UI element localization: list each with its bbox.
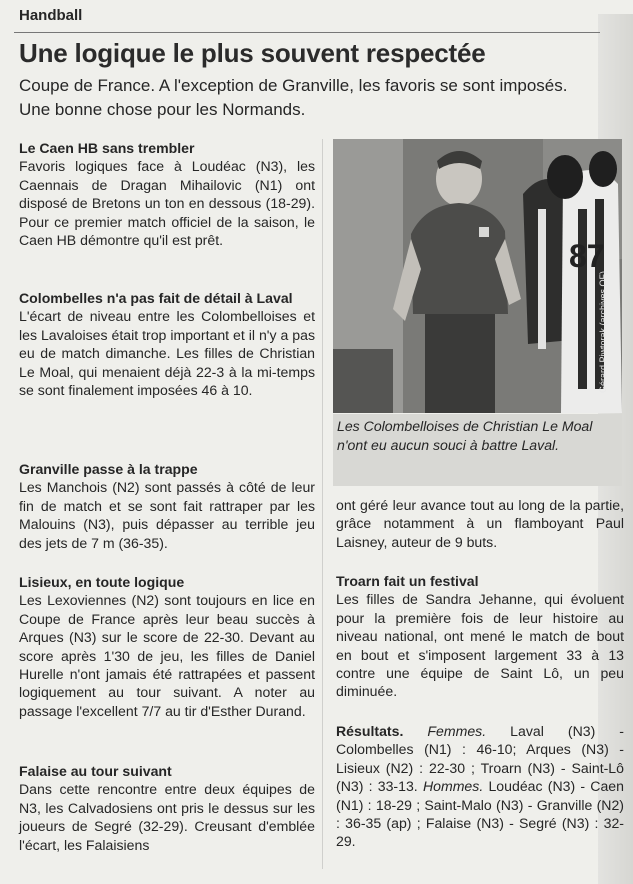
header-rule (14, 32, 600, 33)
section-title: Colombelles n'a pas fait de détail à Laval (19, 290, 293, 306)
section-body: Les filles de Sandra Jehanne, qui évoluent pour la première fois de leur histoire au niveau national, ont mené le match de bout en bout et s'imposent largement 33 à 13 contre une équipe de Saint Lô, un peu diminuée. (336, 591, 624, 700)
section-body: Dans cette rencontre entre deux équipes de N3, les Calvadosiens ont pris le dessus sur les joueurs de Segré (32-29). Creusant d'emblée l'écart, les Falaisiens (19, 781, 315, 853)
section-caen (19, 139, 315, 249)
results-block (336, 722, 624, 851)
section-body: Les Lexoviennes (N2) sont toujours en lice en Coupe de France après leur beau succès à Arques (N3) sur le score de 22-30. Devant au score après 1'30 de jeu, les filles de Daniel Hurelle n'ont jamais été rattrapées et passent logiquement au tour suivant. A noter au passage l'excellent 7/7 au tir d'Esther Durand. (19, 592, 315, 719)
section-falaise (19, 762, 315, 854)
women-results: Laval (N3) - Colombelles (N1) : 46-10; Arques (N3) - Lisieux (N2) : 22-30 ; Troarn (N3) - Saint-Lô (N3) : 33-13. (336, 723, 624, 795)
section-colombelles (19, 289, 315, 399)
section-granville (19, 460, 315, 552)
jersey-number: 87 (569, 238, 605, 274)
section-body: L'écart de niveau entre les Colombelloises et les Lavaloises était trop important et il n'y a pas eu de match dimanche. Les filles de Christian Le Moal, qui menaient déjà 22-3 à la mi-temps se sont finalement imposées 46 à 10. (19, 308, 315, 399)
article-photo (333, 139, 622, 413)
article-deck: Coupe de France. A l'exception de Granville, les favoris se sont imposés. Une bonne chose pour les Normands. (19, 76, 568, 119)
falaise-continuation (336, 496, 624, 551)
section-title: Lisieux, en toute logique (19, 574, 185, 590)
section-title: Falaise au tour suivant (19, 763, 172, 779)
photo-illustration (333, 139, 622, 413)
results-label: Résultats. (336, 723, 404, 739)
men-results: Loudéac (N3) - Caen (N1) : 18-29 ; Saint-Malo (N3) - Granville (N2) : 36-35 (ap) ; Falaise (N3) - Segré (N3) : 32-29. (336, 778, 624, 850)
rubric-label: Handball (19, 7, 83, 24)
column-divider (322, 139, 323, 869)
photo-caption: Les Colombelloises de Christian Le Moal n'ont eu aucun souci à battre Laval. (333, 414, 622, 486)
section-title: Le Caen HB sans trembler (19, 140, 195, 156)
section-title: Troarn fait un festival (336, 573, 479, 589)
section-body: Les Manchois (N2) sont passés à côté de leur fin de match et se sont fait rattraper par les Malouins (N3), puis dépasser au terrible jeu des jets de 7 m (36-35). (19, 479, 315, 551)
section-title: Granville passe à la trappe (19, 461, 198, 477)
continuation-text: ont géré leur avance tout au long de la partie, grâce notamment à un flamboyant Paul Laisney, auteur de 9 buts. (336, 497, 624, 550)
photo-credit: Gérard Piwtorak (archives OF) (597, 270, 608, 394)
section-lisieux (19, 573, 315, 720)
men-label: Hommes. (422, 778, 484, 795)
women-label: Femmes. (427, 723, 487, 739)
results-text (336, 722, 624, 851)
section-troarn (336, 572, 624, 701)
section-body: Favoris logiques face à Loudéac (N3), les Caennais de Dragan Mihailovic (N1) ont disposé de Bretons un ton en dessous (18-29). Pour ce premier match officiel de la saison, le Caen HB démontre qu'il est prêt. (19, 158, 315, 249)
article-headline: Une logique le plus souvent respectée (19, 38, 486, 68)
